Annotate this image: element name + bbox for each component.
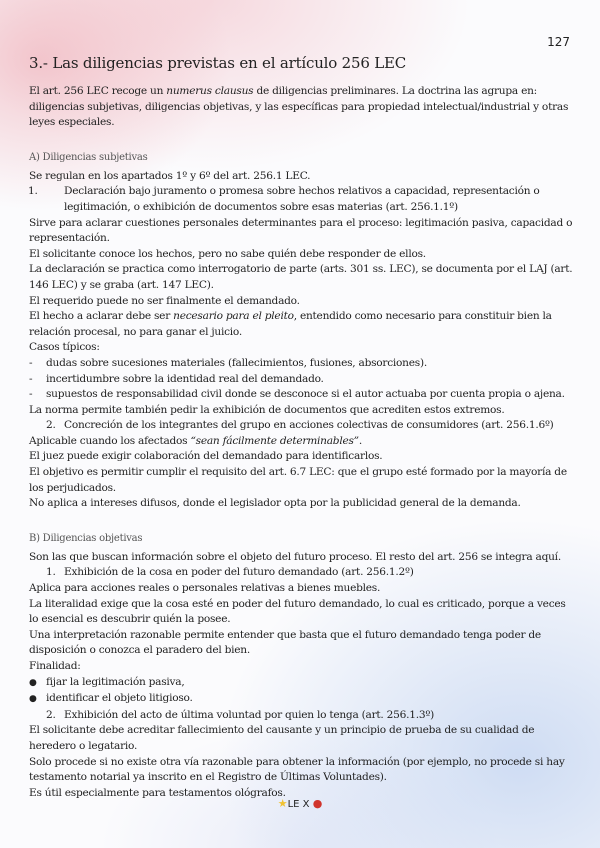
intro-text-1: El art. 256 LEC recoge un bbox=[29, 85, 167, 97]
paragraph: Se regulan en los apartados 1º y 6º del art. 256.1 LEC. bbox=[29, 169, 311, 182]
bullet-list-item bbox=[29, 691, 577, 708]
numbered-item bbox=[29, 565, 577, 581]
star-icon: ★ bbox=[277, 797, 288, 810]
paragraph: Es útil especialmente para testamentos ológrafos. bbox=[29, 786, 286, 799]
text: . bbox=[358, 434, 362, 447]
drop-icon: ● bbox=[312, 797, 323, 810]
page-number: 127 bbox=[547, 35, 570, 49]
paragraph: Solo procede si no existe otra vía razonable para obtener la información (por ejemplo, no procede si hay testamento notarial ya inscrito en el Registro de Últimas Voluntades). bbox=[29, 755, 565, 784]
dash-list-item bbox=[29, 387, 577, 403]
text: El hecho a aclarar debe ser bbox=[29, 310, 174, 323]
numbered-item bbox=[29, 708, 577, 724]
paragraph: El solicitante conoce los hechos, pero no sabe quién debe responder de ellos. bbox=[29, 247, 426, 260]
paragraph: Son las que buscan información sobre el objeto del futuro proceso. El resto del art. 256 se integra aquí. bbox=[29, 550, 561, 563]
paragraph bbox=[29, 309, 577, 340]
text: , entendido como necesario para constituir bien la relación procesal, no para ganar el juicio. bbox=[29, 310, 552, 338]
dash-list-item bbox=[29, 372, 577, 388]
numbered-item bbox=[29, 418, 577, 434]
item-number: 2. bbox=[46, 708, 56, 721]
item-number: 1. bbox=[28, 185, 38, 198]
section-title: 3.- Las diligencias previstas en el artículo 256 LEC bbox=[29, 54, 407, 72]
subsection-heading-b: B) Diligencias objetivas bbox=[29, 532, 143, 544]
paragraph: Finalidad: bbox=[29, 660, 81, 672]
emphasis: “sean fácilmente determinables” bbox=[190, 434, 359, 447]
subsection-heading-a: A) Diligencias subjetivas bbox=[29, 151, 148, 163]
paragraph: El juez puede exigir colaboración del demandado para identificarlos. bbox=[29, 450, 383, 463]
dash-marker: - bbox=[29, 356, 33, 369]
paragraph: La norma permite también pedir la exhibición de documentos que acrediten estos extremos. bbox=[29, 403, 505, 416]
emphasis: necesario para el pleito bbox=[173, 310, 294, 323]
footer-brand bbox=[0, 797, 600, 810]
item-text: Declaración bajo juramento o promesa sobre hechos relativos a capacidad, representación o legitimación, o exhibición de documentos sobre esas materias (art. 256.1.1º) bbox=[64, 185, 540, 213]
paragraph: El requerido puede no ser finalmente el demandado. bbox=[29, 294, 300, 307]
dash-item-text: incertidumbre sobre la identidad real del demandado. bbox=[46, 372, 324, 385]
bullet-item-text: identificar el objeto litigioso. bbox=[46, 692, 193, 705]
item-text: Exhibición de la cosa en poder del futuro demandado (art. 256.1.2º) bbox=[64, 566, 414, 579]
item-number: 2. bbox=[46, 419, 56, 432]
intro-emphasis: numerus clausus bbox=[166, 85, 254, 97]
numbered-item bbox=[29, 184, 577, 215]
paragraph: Aplica para acciones reales o personales relativas a bienes muebles. bbox=[29, 582, 381, 595]
intro-text-2: de diligencias preliminares. La doctrina las agrupa en: diligencias subjetivas, diligencias objetivas, y las específicas para propiedad intelectual/industrial y otras leyes especiales. bbox=[29, 85, 569, 129]
bullet-list-item bbox=[29, 675, 577, 692]
text: Aplicable cuando los afectados bbox=[29, 434, 191, 447]
intro-paragraph bbox=[29, 84, 577, 131]
paragraph: La declaración se practica como interrogatorio de parte (arts. 301 ss. LEC), se documenta por el LAJ (art. 146 LEC) y se graba (art. 147 LEC). bbox=[29, 263, 573, 291]
paragraph: El objetivo es permitir cumplir el requisito del art. 6.7 LEC: que el grupo esté formado por la mayoría de los perjudicados. bbox=[29, 466, 567, 494]
paragraph: Casos típicos: bbox=[29, 341, 100, 354]
document-body bbox=[29, 54, 577, 801]
dash-marker: - bbox=[29, 388, 33, 401]
paragraph: No aplica a intereses difusos, donde el legislador opta por la publicidad general de la demanda. bbox=[29, 497, 521, 510]
dash-marker: - bbox=[29, 372, 33, 385]
dash-list-item bbox=[29, 356, 577, 372]
paragraph bbox=[29, 434, 577, 450]
bullet-item-text: fijar la legitimación pasiva, bbox=[46, 675, 185, 688]
bullet-icon: ● bbox=[29, 677, 37, 688]
paragraph: La literalidad exige que la cosa esté en poder del futuro demandado, lo cual es criticado, porque a veces lo esencial es descubrir quién la posee. bbox=[29, 597, 566, 626]
dash-item-text: dudas sobre sucesiones materiales (fallecimientos, fusiones, absorciones). bbox=[46, 356, 427, 369]
dash-item-text: supuestos de responsabilidad civil donde se desconoce si el autor actuaba por cuenta propia o ajena. bbox=[46, 388, 565, 401]
item-text: Exhibición del acto de última voluntad por quien lo tenga (art. 256.1.3º) bbox=[64, 708, 434, 721]
paragraph: El solicitante debe acreditar fallecimiento del causante y un principio de prueba de su cualidad de heredero o legatario. bbox=[29, 724, 535, 752]
paragraph: Una interpretación razonable permite entender que basta que el futuro demandado tenga poder de disposición o conozca el paradero del bien. bbox=[29, 628, 541, 657]
brand-name: LE X bbox=[287, 799, 310, 810]
paragraph: Sirve para aclarar cuestiones personales determinantes para el proceso: legitimación pasiva, capacidad o representación. bbox=[29, 216, 573, 245]
item-number: 1. bbox=[46, 566, 56, 579]
bullet-icon: ● bbox=[29, 694, 37, 705]
item-text: Concreción de los integrantes del grupo en acciones colectivas de consumidores (art. 256.1.6º) bbox=[64, 419, 554, 432]
